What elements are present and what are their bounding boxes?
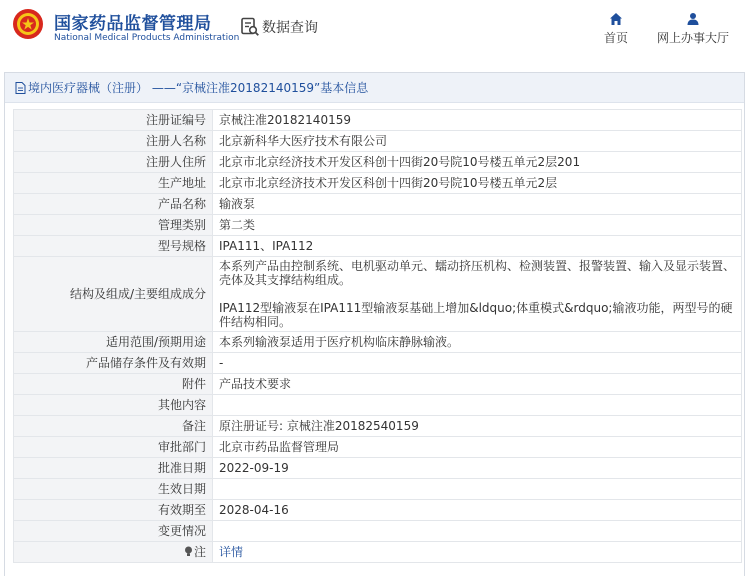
table-row [14, 395, 742, 416]
table-row [14, 500, 742, 521]
table-row [14, 194, 742, 215]
row-label: 适用范围/预期用途 [14, 332, 213, 353]
device-info-panel [4, 72, 745, 576]
table-row [14, 215, 742, 236]
user-icon [686, 12, 700, 26]
row-label: 管理类别 [14, 215, 213, 236]
row-label: 其他内容 [14, 395, 213, 416]
note-label: 注 [193, 545, 206, 559]
row-value: 输液泵 [213, 194, 742, 215]
row-value: 第二类 [213, 215, 742, 236]
row-label: 型号规格 [14, 236, 213, 257]
nav-home-label: 首页 [603, 31, 628, 45]
table-row [14, 152, 742, 173]
data-query-link[interactable] [240, 17, 318, 37]
row-value: 北京市北京经济技术开发区科创十四街20号院10号楼五单元2层201 [213, 152, 742, 173]
row-label: 生产地址 [14, 173, 213, 194]
row-label: 备注 [14, 416, 213, 437]
row-value: 产品技术要求 [213, 374, 742, 395]
row-label: 变更情况 [14, 521, 213, 542]
row-value [213, 521, 742, 542]
row-value [213, 479, 742, 500]
row-value: 京械注准20182140159 [213, 110, 742, 131]
row-value: 2028-04-16 [213, 500, 742, 521]
nav-home[interactable] [598, 12, 634, 46]
row-value: 本系列输液泵适用于医疗机构临床静脉输液。 [213, 332, 742, 353]
data-query-label: 数据查询 [262, 20, 318, 36]
row-value: 北京市北京经济技术开发区科创十四街20号院10号楼五单元2层 [213, 173, 742, 194]
row-value: IPA111、IPA112 [213, 236, 742, 257]
row-value [213, 395, 742, 416]
row-label [14, 542, 213, 563]
table-row [14, 542, 742, 563]
info-table [13, 109, 742, 563]
row-value [213, 257, 742, 332]
row-label: 审批部门 [14, 437, 213, 458]
row-value: 北京市药品监督管理局 [213, 437, 742, 458]
table-row [14, 374, 742, 395]
row-label: 产品名称 [14, 194, 213, 215]
row-value: 北京新科华大医疗技术有限公司 [213, 131, 742, 152]
row-label: 注册人住所 [14, 152, 213, 173]
structure-paragraph: IPA112型输液泵在IPA111型输液泵基础上增加&ldquo;体重模式&rdquo;输液功能，两型号的硬件结构相同。 [219, 301, 733, 329]
national-emblem-logo [12, 8, 44, 40]
table-row [14, 416, 742, 437]
row-label: 注册证编号 [14, 110, 213, 131]
table-row [14, 458, 742, 479]
row-value: - [213, 353, 742, 374]
table-row [14, 353, 742, 374]
row-label: 附件 [14, 374, 213, 395]
brand-title-en: National Medical Products Administration [54, 33, 240, 43]
table-row [14, 131, 742, 152]
site-header [0, 0, 747, 58]
row-value: 原注册证号: 京械注准20182540159 [213, 416, 742, 437]
row-label: 产品储存条件及有效期 [14, 353, 213, 374]
table-row [14, 437, 742, 458]
nav-online-office-label: 网上办事大厅 [656, 31, 729, 45]
table-row [14, 521, 742, 542]
document-icon [15, 82, 26, 94]
table-row [14, 479, 742, 500]
data-query-icon [240, 17, 260, 37]
details-link[interactable]: 详情 [219, 545, 244, 559]
row-label: 生效日期 [14, 479, 213, 500]
table-row [14, 332, 742, 353]
lightbulb-icon [184, 546, 193, 557]
table-row [14, 257, 742, 332]
table-row [14, 173, 742, 194]
row-label: 注册人名称 [14, 131, 213, 152]
table-row [14, 236, 742, 257]
row-value [213, 542, 742, 563]
row-value: 2022-09-19 [213, 458, 742, 479]
row-label: 结构及组成/主要组成成分 [14, 257, 213, 332]
home-icon [609, 12, 623, 26]
panel-header [5, 73, 744, 103]
panel-title: 境内医疗器械（注册） ——“京械注准20182140159”基本信息 [28, 81, 369, 95]
nav-online-office[interactable] [650, 12, 736, 46]
structure-paragraph: 本系列产品由控制系统、电机驱动单元、蠕动挤压机构、检测装置、报警装置、输入及显示装置、壳体及其支撑结构组成。 [219, 259, 736, 287]
row-label: 批准日期 [14, 458, 213, 479]
row-label: 有效期至 [14, 500, 213, 521]
brand-title-cn: 国家药品监督管理局 [54, 14, 212, 34]
table-row [14, 110, 742, 131]
